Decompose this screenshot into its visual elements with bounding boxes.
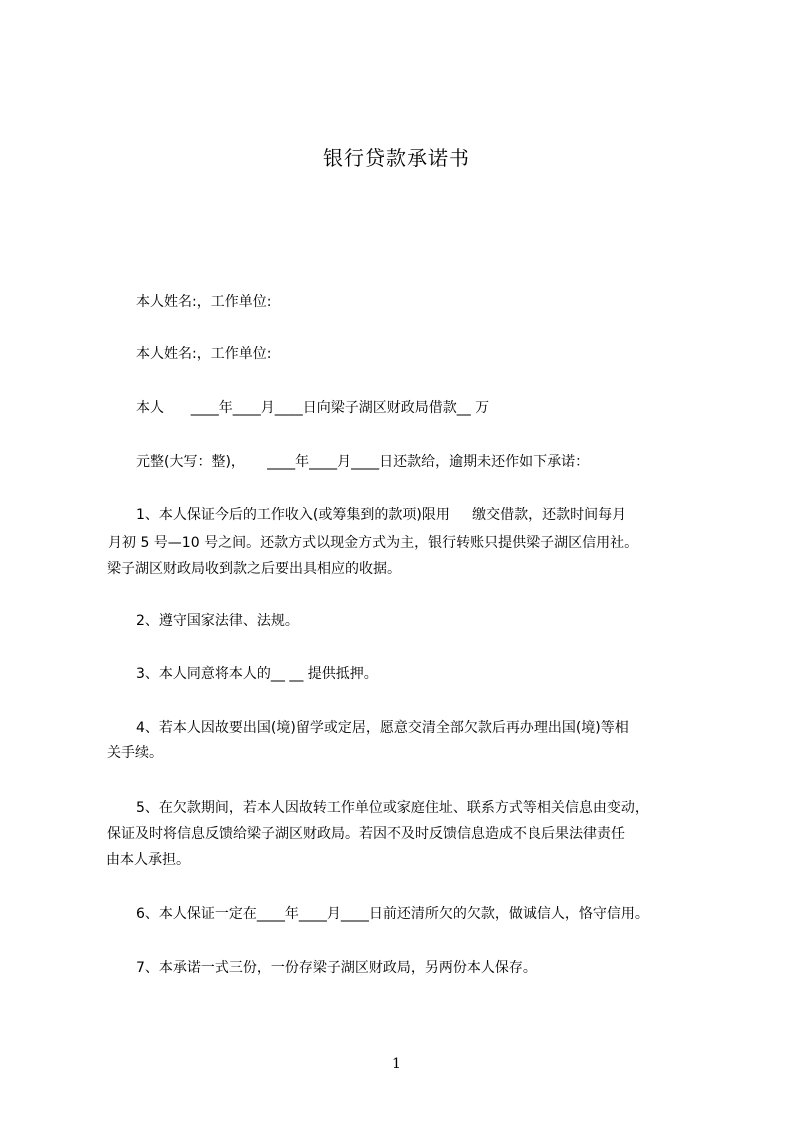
loan-line-1: 本人 ____年____月____日向梁子湖区财政局借款__ 万 xyxy=(136,400,490,416)
item-3: 3、本人同意将本人的__ __ 提供抵押。 xyxy=(136,666,378,682)
item-6: 6、本人保证一定在____年____月____日前还清所欠的欠款，做诚信人，恪守信用。 xyxy=(136,906,649,922)
loan-line-2: 元整(大写：整)， ____年____月____日还款给，逾期未还作如下承诺： xyxy=(136,454,590,470)
page-number: 1 xyxy=(392,1056,401,1072)
item-4-line-2: 关手续。 xyxy=(107,745,163,761)
name-line-2: 本人姓名:，工作单位: xyxy=(136,346,272,362)
item-1-line-3: 梁子湖区财政局收到款之后要出具相应的收据。 xyxy=(107,561,401,577)
item-5-line-1: 5、在欠款期间，若本人因故转工作单位或家庭住址、联系方式等相关信息由变动， xyxy=(136,800,649,816)
name-line-1: 本人姓名:，工作单位: xyxy=(136,294,272,310)
item-7: 7、本承诺一式三份，一份存梁子湖区财政局，另两份本人保存。 xyxy=(136,960,537,976)
item-5-line-2: 保证及时将信息反馈给梁子湖区财政局。若因不及时反馈信息造成不良后果法律责任 xyxy=(107,826,625,842)
item-1-line-1: 1、本人保证今后的工作收入(或筹集到的款项)限用 缴交借款，还款时间每月 xyxy=(136,507,627,523)
item-5-line-3: 由本人承担。 xyxy=(106,852,190,868)
item-1-line-2: 月初 5 号—10 号之间。还款方式以现金方式为主，银行转账只提供梁子湖区信用社。 xyxy=(108,535,639,551)
item-2: 2、遵守国家法律、法规。 xyxy=(136,613,299,629)
item-4-line-1: 4、若本人因故要出国(境)留学或定居，愿意交清全部欠款后再办理出国(境)等相 xyxy=(136,720,629,736)
page-title: 银行贷款承诺书 xyxy=(323,146,470,170)
